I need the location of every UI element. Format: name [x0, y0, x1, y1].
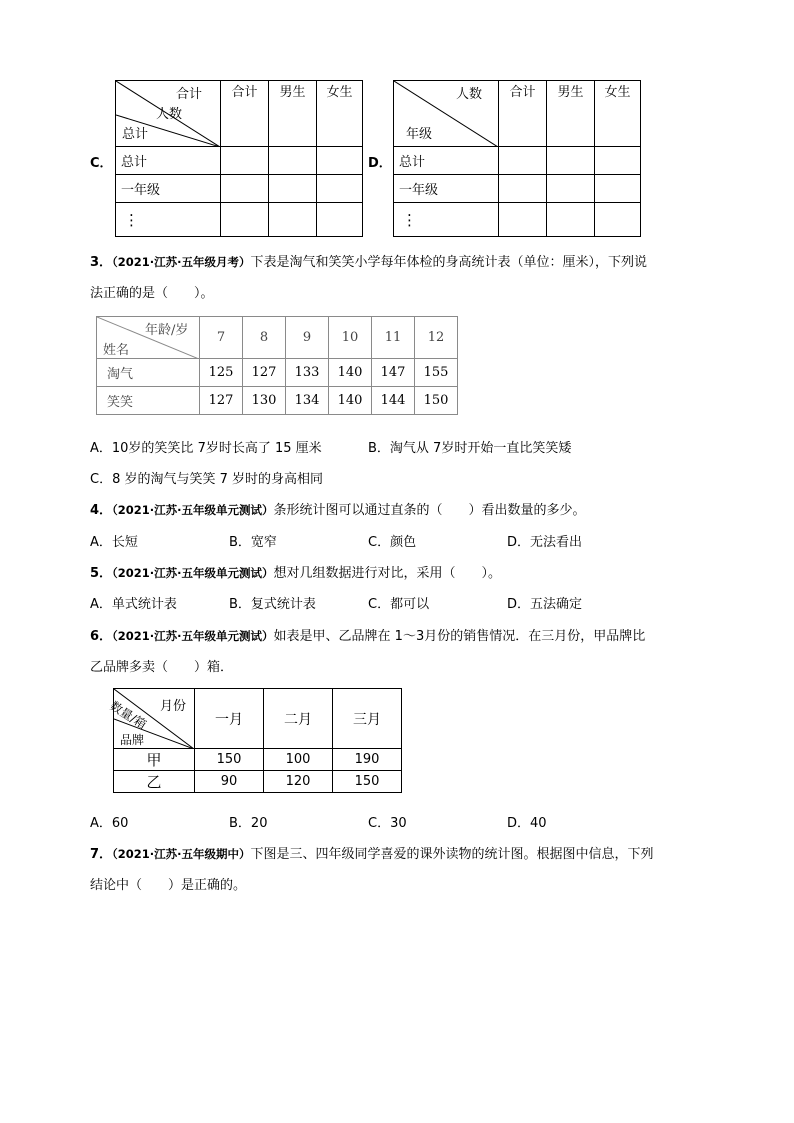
- option-b: B．宽窄: [229, 535, 277, 550]
- row-header: ⋮: [394, 203, 499, 237]
- diag-label-top: 年龄/岁: [145, 323, 189, 338]
- table-cell: 127: [243, 359, 286, 387]
- question-number: 7．: [90, 847, 113, 862]
- age-header: 8: [243, 317, 286, 359]
- row-header: ⋮: [116, 203, 221, 237]
- question-5: [90, 562, 501, 581]
- table-cell: 155: [415, 359, 458, 387]
- col-header: 男生: [547, 81, 595, 147]
- question-source: （2021·江苏·五年级单元测试）: [112, 629, 274, 643]
- table-cell: 125: [200, 359, 243, 387]
- question-7-line1: [90, 843, 654, 862]
- diag-label-bottom: 总计: [122, 127, 149, 142]
- option-b: B．复式统计表: [229, 597, 316, 612]
- brand-name: 甲: [114, 749, 195, 771]
- table-cell: 130: [243, 387, 286, 415]
- brand-name: 乙: [114, 771, 195, 793]
- row-header: 总计: [394, 147, 499, 175]
- question-number: 3．: [90, 255, 113, 270]
- question-7-line2: 结论中（ ）是正确的。: [90, 878, 247, 893]
- table-cell: 120: [264, 771, 333, 793]
- question-source: （2021·江苏·五年级期中）: [112, 847, 251, 861]
- question-text: 下表是淘气和笑笑小学每年体检的身高统计表（单位：厘米），下列说: [250, 255, 648, 270]
- option-d: D．无法看出: [507, 535, 583, 550]
- height-table: [96, 316, 458, 415]
- question-source: （2021·江苏·五年级单元测试）: [112, 566, 274, 580]
- option-d-table: [393, 80, 641, 237]
- col-header: 女生: [595, 81, 641, 147]
- question-text: 下图是三、四年级同学喜爱的课外读物的统计图。根据图中信息，下列: [250, 847, 654, 862]
- age-header: 7: [200, 317, 243, 359]
- diag-label-top: 合计: [176, 87, 203, 102]
- table-cell: 133: [286, 359, 329, 387]
- diag-label-bottom: 年级: [406, 127, 433, 142]
- question-text: 如表是甲、乙品牌在 1～3月份的销售情况．在三月份，甲品牌比: [273, 629, 646, 644]
- table-cell: 90: [195, 771, 264, 793]
- table-cell: 190: [333, 749, 402, 771]
- option-d: D．五法确定: [507, 597, 583, 612]
- month-header: 二月: [264, 689, 333, 749]
- table-cell: 140: [329, 387, 372, 415]
- age-header: 11: [372, 317, 415, 359]
- col-header: 女生: [317, 81, 363, 147]
- question-text: 条形统计图可以通过直条的（ ）看出数量的多少。: [273, 503, 586, 518]
- option-c: C．30: [368, 816, 407, 831]
- question-number: 4．: [90, 503, 113, 518]
- diag-label-bottom: 品牌: [120, 733, 145, 747]
- diag-label-mid: 人数: [156, 107, 183, 122]
- question-text: 想对几组数据进行对比，采用（ ）。: [273, 566, 502, 581]
- age-header: 10: [329, 317, 372, 359]
- option-a: A．单式统计表: [90, 597, 177, 612]
- col-header: 合计: [221, 81, 269, 147]
- option-a: A．10岁的笑笑比 7岁时长高了 15 厘米: [90, 441, 322, 456]
- diagonal-header-cell: [394, 81, 499, 147]
- diagonal-header-cell: [97, 317, 200, 359]
- diag-label-bottom: 姓名: [103, 343, 130, 358]
- option-a: A．长短: [90, 535, 138, 550]
- table-cell: 134: [286, 387, 329, 415]
- table-cell: 150: [195, 749, 264, 771]
- option-d: D．40: [507, 816, 547, 831]
- question-number: 6．: [90, 629, 113, 644]
- row-name: 笑笑: [97, 387, 200, 415]
- col-header: 合计: [499, 81, 547, 147]
- row-name: 淘气: [97, 359, 200, 387]
- table-cell: 150: [415, 387, 458, 415]
- age-header: 9: [286, 317, 329, 359]
- question-6-line1: [90, 625, 645, 644]
- question-3-line1: [90, 251, 647, 270]
- option-c: C．颜色: [368, 535, 417, 550]
- question-source: （2021·江苏·五年级月考）: [112, 255, 251, 269]
- diag-label-top: 人数: [456, 87, 483, 102]
- table-cell: 150: [333, 771, 402, 793]
- option-c-table: [115, 80, 363, 237]
- option-a: A．60: [90, 816, 129, 831]
- question-6-line2: 乙品牌多卖（ ）箱．: [90, 660, 234, 675]
- option-d-label: D．: [368, 156, 392, 171]
- month-header: 一月: [195, 689, 264, 749]
- diagonal-header-cell: [116, 81, 221, 147]
- row-header: 总计: [116, 147, 221, 175]
- table-cell: 147: [372, 359, 415, 387]
- table-cell: 144: [372, 387, 415, 415]
- option-c-label: C．: [90, 156, 113, 171]
- diag-label-mid: 数量/箱: [107, 698, 149, 732]
- question-3-line2: 法正确的是（ ）。: [90, 286, 214, 301]
- option-c: C．都可以: [368, 597, 430, 612]
- diag-label-top: 月份: [160, 699, 187, 714]
- age-header: 12: [415, 317, 458, 359]
- row-header: 一年级: [116, 175, 221, 203]
- row-header: 一年级: [394, 175, 499, 203]
- table-cell: 127: [200, 387, 243, 415]
- col-header: 男生: [269, 81, 317, 147]
- sales-table: [107, 688, 402, 793]
- diagonal-header-cell: [107, 689, 195, 749]
- month-header: 三月: [333, 689, 402, 749]
- question-source: （2021·江苏·五年级单元测试）: [112, 503, 274, 517]
- option-c: C．8 岁的淘气与笑笑 7 岁时的身高相同: [90, 472, 324, 487]
- table-cell: 100: [264, 749, 333, 771]
- question-number: 5．: [90, 566, 113, 581]
- question-4: [90, 499, 586, 518]
- option-b: B．淘气从 7岁时开始一直比笑笑矮: [368, 441, 572, 456]
- table-cell: 140: [329, 359, 372, 387]
- option-b: B．20: [229, 816, 268, 831]
